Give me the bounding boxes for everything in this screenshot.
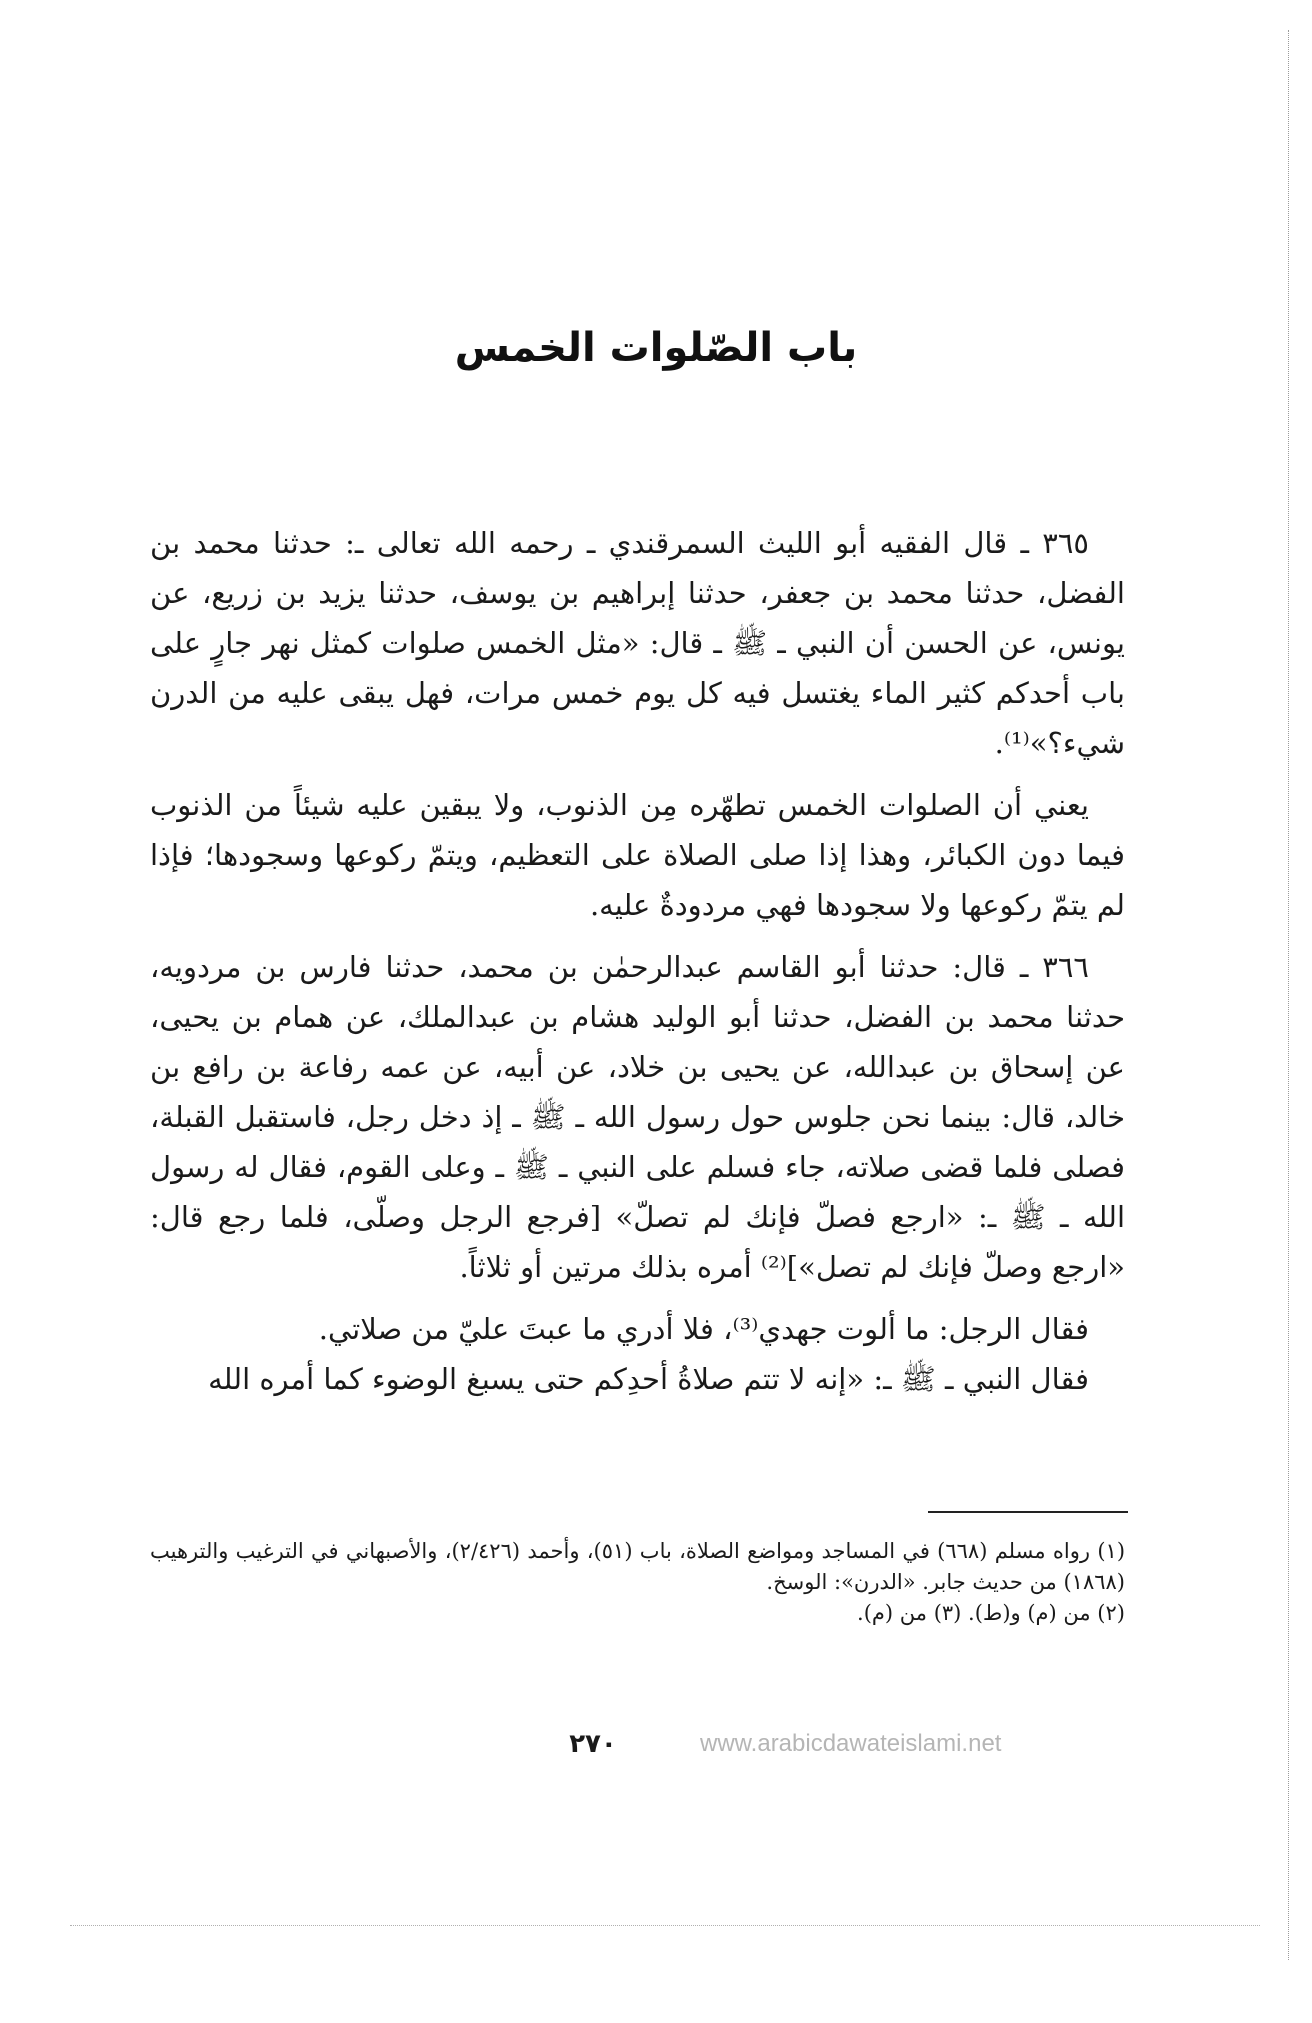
paragraph-man-reply: فقال الرجل: ما ألوت جهدي⁽³⁾، فلا أدري ما عبتَ عليّ من صلاتي. [318,1312,1089,1346]
footnote-1: (١) رواه مسلم (٦٦٨) في المساجد ومواضع الصلاة، باب (٥١)، وأحمد (٢/٤٢٦)، والأصبهاني في الترغيب والترهيب (١٨٦٨) من حديث جابر. «الدرن»: الوسخ. [150,1539,1126,1594]
footnotes [150,1536,1125,1629]
footnote-2-3: (٢) من (م) و(ط). (٣) من (م). [857,1601,1125,1625]
chapter-title: باب الصّلوات الخمس [454,325,858,371]
body-text [150,518,1125,1404]
page-bottom-rule [70,1925,1260,1926]
page-number: ٢٧٠ [569,1729,617,1759]
paragraph-hadith-365: ٣٦٥ ـ قال الفقيه أبو الليث السمرقندي ـ رحمه الله تعالى ـ: حدثنا محمد بن الفضل، حدثنا محمد بن جعفر، حدثنا إبراهيم بن يوسف، حدثنا يزيد بن زريع، عن يونس، عن الحسن أن النبي ـ ﷺ ـ قال: «مثل الخمس صلوات كمثل نهر جارٍ على باب أحدكم كثير الماء يغتسل فيه كل يوم خمس مرات، فهل يبقى عليه من الدرن شيء؟»⁽¹⁾. [150,526,1125,760]
paragraph-prophet-reply: فقال النبي ـ ﷺ ـ: «إنه لا تتم صلاةُ أحدِكم حتى يسبغ الوضوء كما أمره الله [208,1362,1089,1396]
footnote-separator [928,1511,1128,1513]
paragraph-commentary: يعني أن الصلوات الخمس تطهّره مِن الذنوب، ولا يبقين عليه شيئاً من الذنوب فيما دون الكبائر، وهذا إذا صلى الصلاة على التعظيم، ويتمّ ركوعها وسجودها؛ فإذا لم يتمّ ركوعها ولا سجودها فهي مردودةٌ عليه. [150,788,1125,922]
paragraph-hadith-366: ٣٦٦ ـ قال: حدثنا أبو القاسم عبدالرحمٰن بن محمد، حدثنا فارس بن مردويه، حدثنا محمد بن الفضل، حدثنا أبو الوليد هشام بن عبدالملك، عن همام بن يحيى، عن إسحاق بن عبدالله، عن يحيى بن خلاد، عن أبيه، عن عمه رفاعة بن رافع بن خالد، قال: بينما نحن جلوس حول رسول الله ـ ﷺ ـ إذ دخل رجل، فاستقبل القبلة، فصلى فلما قضى صلاته، جاء فسلم على النبي ـ ﷺ ـ وعلى القوم، فقال له رسول الله ـ ﷺ ـ: «ارجع فصلّ فإنك لم تصلّ» [فرجع الرجل وصلّى، فلما رجع قال: «ارجع وصلّ فإنك لم تصل»]⁽²⁾ أمره بذلك مرتين أو ثلاثاً. [150,950,1125,1284]
watermark-url: www.arabicdawateislami.net [700,1730,1002,1757]
